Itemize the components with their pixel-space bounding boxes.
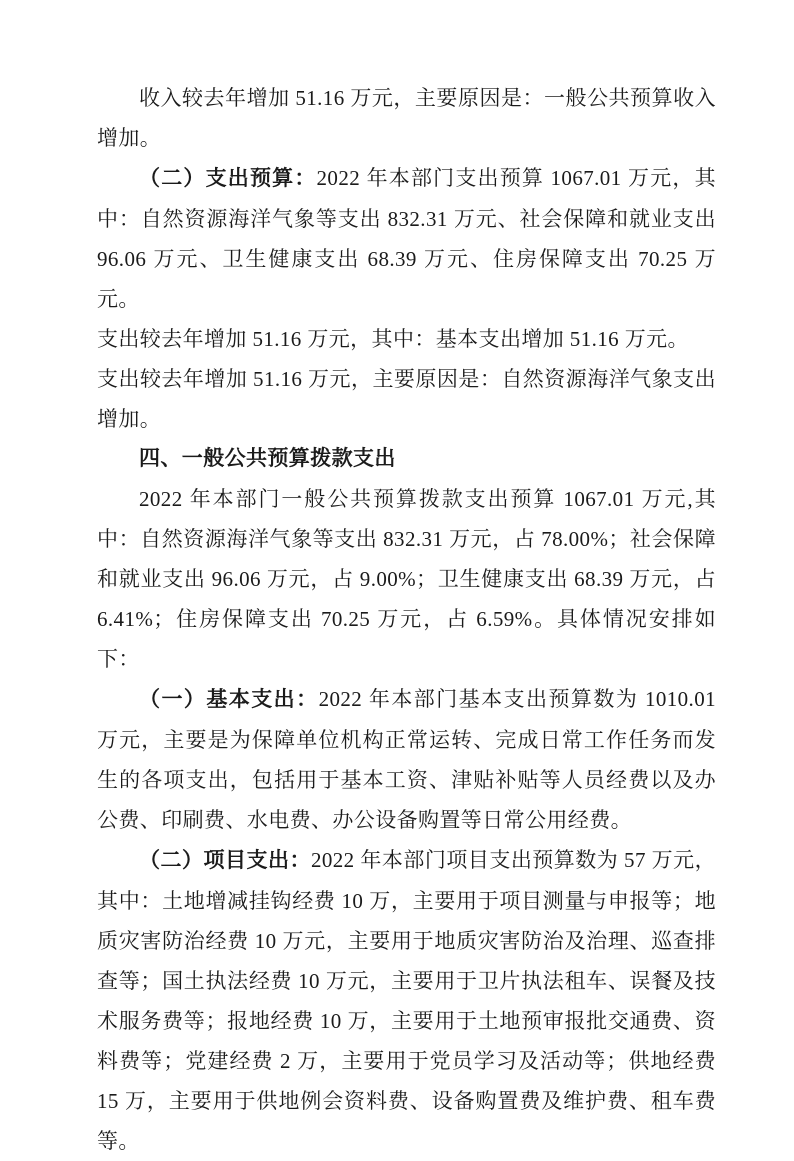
paragraph-text: 支出较去年增加 51.16 万元，主要原因是：自然资源海洋气象支出增加。 [97,367,716,431]
paragraph-text: 2022 年本部门项目支出预算数为 57 万元，其中：土地增减挂钩经费 10 万，主要用于项目测量与申报等；地质灾害防治经费 10 万元，主要用于地质灾害防治及治理、巡查排查等；国土执法经费 10 万元，主要用于卫片执法租车、误餐及技术服务费等；报地经费 10 万，主要用于土地预审报批交通费、资料费等；党建经费 2 万，主要用于党员学习及活动等；供地经费 15 万，主要用于供地例会资料费、设备购置费及维护费、租车费等。 [97,848,716,1153]
paragraph-public-budget-breakdown [97,479,716,679]
paragraph-text: 支出较去年增加 51.16 万元，其中：基本支出增加 51.16 万元。 [97,327,689,351]
paragraph-lead: （二）项目支出： [139,849,311,872]
paragraph-text: 收入较去年增加 51.16 万元，主要原因是：一般公共预算收入增加。 [97,86,716,150]
paragraph-expenditure-increase-reason [97,359,716,439]
paragraph-expenditure-increase-detail [97,319,716,359]
paragraph-project-expenditure [97,840,716,1161]
heading-text: 四、一般公共预算拨款支出 [139,447,396,470]
paragraph-text: 2022 年本部门支出预算 1067.01 万元，其中：自然资源海洋气象等支出 832.31 万元、社会保障和就业支出 96.06 万元、卫生健康支出 68.39 万元、住房保障支出 70.25 万元。 [97,166,716,311]
paragraph-lead: （二）支出预算： [139,167,317,190]
document-body [97,78,716,1161]
paragraph-text: 2022 年本部门一般公共预算拨款支出预算 1067.01 万元,其中：自然资源海洋气象等支出 832.31 万元，占 78.00%；社会保障和就业支出 96.06 万元，占 9.00%；卫生健康支出 68.39 万元，占 6.41%；住房保障支出 70.25 万元，占 6.59%。具体情况安排如下： [97,487,716,671]
paragraph-basic-expenditure [97,679,716,840]
paragraph-text: 2022 年本部门基本支出预算数为 1010.01 万元，主要是为保障单位机构正常运转、完成日常工作任务而发生的各项支出，包括用于基本工资、津贴补贴等人员经费以及办公费、印刷费、水电费、办公设备购置等日常公用经费。 [97,687,717,832]
paragraph-lead: （一）基本支出： [139,688,319,711]
section-heading-public-budget-expenditure [97,439,716,479]
paragraph-expenditure-budget [97,158,716,319]
paragraph-income-increase [97,78,716,158]
